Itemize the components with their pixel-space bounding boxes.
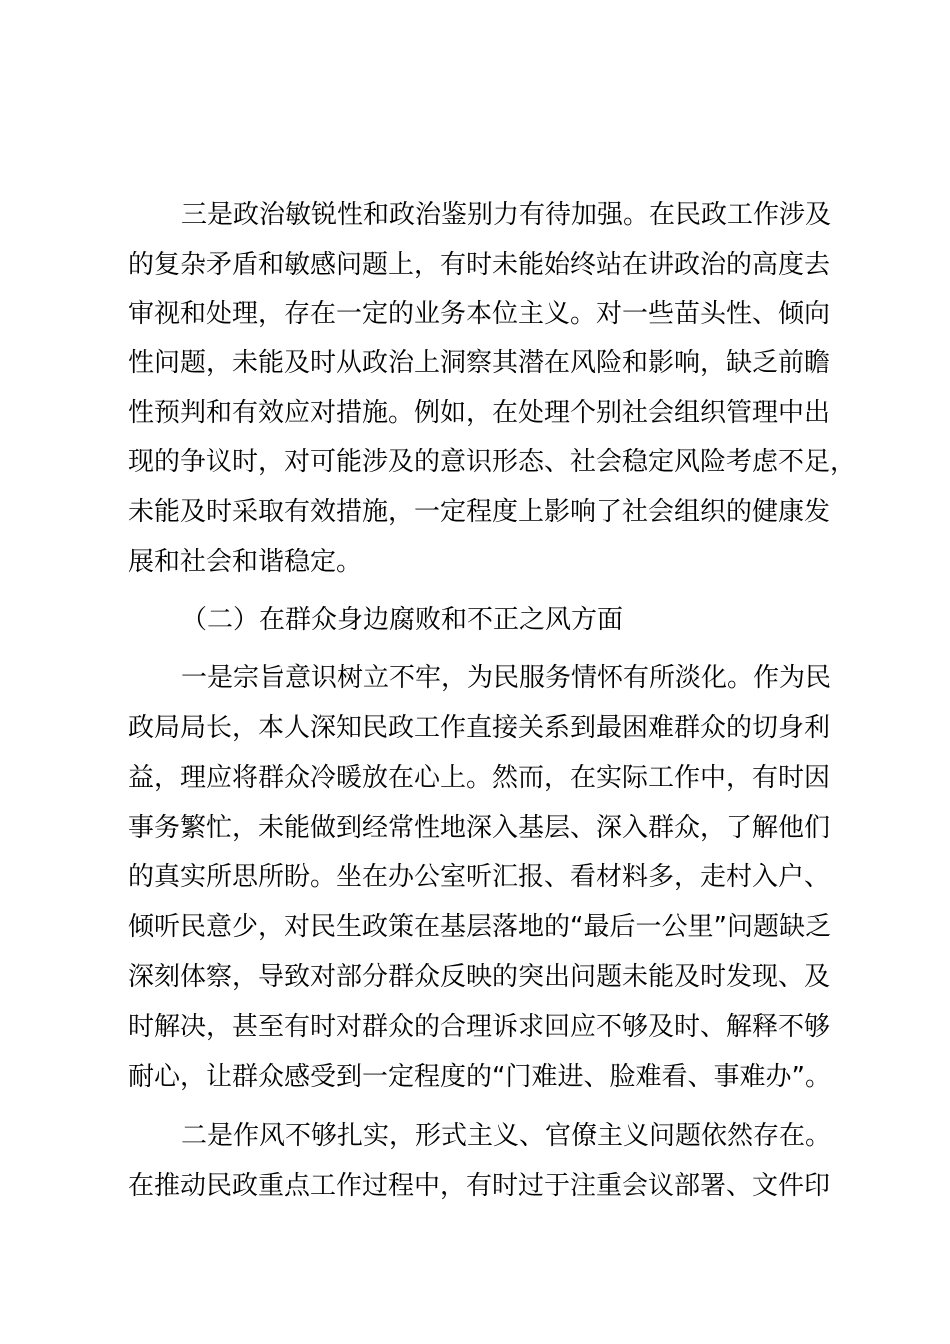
paragraph-line: 性预判和有效应对措施。例如，在处理个别社会组织管理中出: [128, 398, 831, 428]
paragraph-line: 益，理应将群众冷暖放在心上。然而，在实际工作中，有时因: [128, 763, 831, 793]
paragraph-line: 现的争议时，对可能涉及的意识形态、社会稳定风险考虑不足，: [128, 447, 857, 477]
paragraph-line: 展和社会和谐稳定。: [128, 547, 363, 577]
paragraph-line: 三是政治敏锐性和政治鉴别力有待加强。在民政工作涉及: [181, 200, 832, 230]
paragraph-line: 倾听民意少，对民生政策在基层落地的“最后一公里”问题缺乏: [128, 912, 831, 942]
paragraph-line: 的复杂矛盾和敏感问题上，有时未能始终站在讲政治的高度去: [128, 250, 831, 280]
paragraph-line: 事务繁忙，未能做到经常性地深入基层、深入群众，了解他们: [128, 813, 831, 843]
paragraph-line: 未能及时采取有效措施，一定程度上影响了社会组织的健康发: [128, 497, 831, 527]
paragraph-line: 在推动民政重点工作过程中，有时过于注重会议部署、文件印: [128, 1171, 831, 1201]
paragraph-line: 的真实所思所盼。坐在办公室听汇报、看材料多，走村入户、: [128, 862, 831, 892]
section-heading: （二）在群众身边腐败和不正之风方面: [181, 605, 624, 635]
paragraph-line: 性问题，未能及时从政治上洞察其潜在风险和影响，缺乏前瞻: [128, 348, 831, 378]
paragraph-line: 耐心，让群众感受到一定程度的“门难进、脸难看、事难办”。: [128, 1062, 831, 1092]
paragraph-line: 政局局长，本人深知民政工作直接关系到最困难群众的切身利: [128, 713, 831, 743]
paragraph-line: 二是作风不够扎实，形式主义、官僚主义问题依然存在。: [181, 1121, 832, 1151]
paragraph-line: 审视和处理，存在一定的业务本位主义。对一些苗头性、倾向: [128, 299, 831, 329]
paragraph-line: 时解决，甚至有时对群众的合理诉求回应不够及时、解释不够: [128, 1012, 831, 1042]
paragraph-line: 一是宗旨意识树立不牢，为民服务情怀有所淡化。作为民: [181, 663, 832, 693]
paragraph-line: 深刻体察，导致对部分群众反映的突出问题未能及时发现、及: [128, 962, 831, 992]
